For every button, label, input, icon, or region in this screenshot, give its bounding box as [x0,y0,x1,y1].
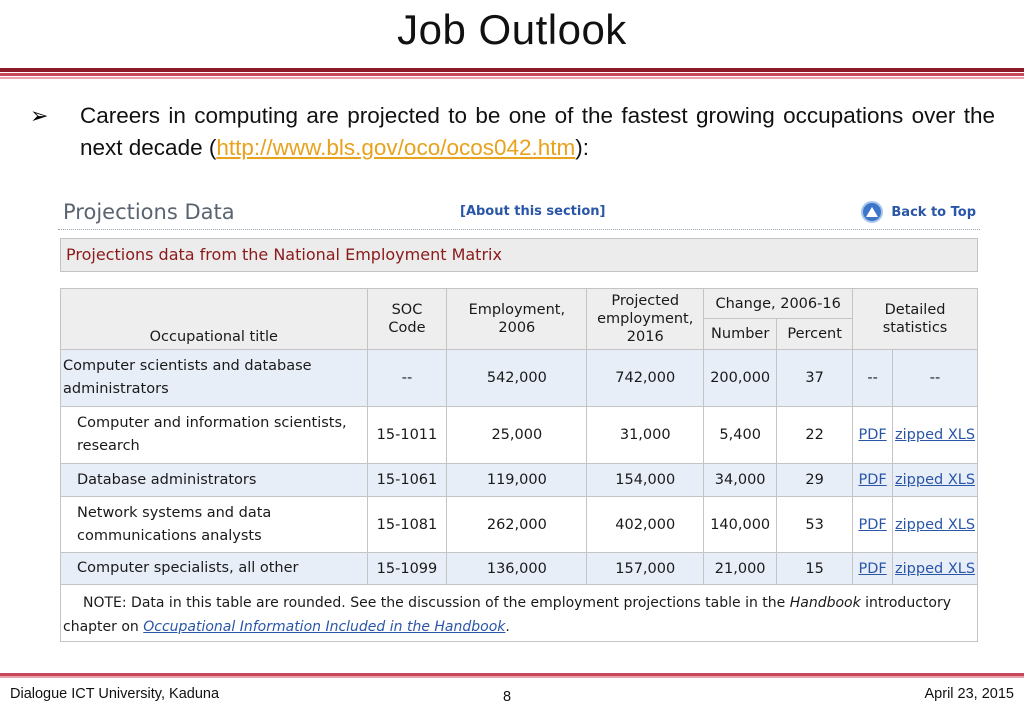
header-projected-line2: employment, [597,311,694,327]
change-number: 5,400 [704,407,777,464]
table-row [61,553,978,585]
change-percent: 29 [777,464,853,497]
soc-code: 15-1061 [367,464,447,497]
employment-2006: 25,000 [447,407,587,464]
header-projected [587,289,704,350]
pdf-link-cell [853,553,893,585]
occupation-title: Database administrators [61,464,368,497]
table-header-row [61,289,978,319]
occupation-title-line1: Computer scientists and database [63,358,312,374]
change-percent: 37 [777,350,853,407]
page-number: 8 [503,689,512,705]
pdf-link[interactable]: PDF [858,560,887,577]
change-percent: 15 [777,553,853,585]
change-number: 21,000 [704,553,777,585]
header-percent: Percent [777,319,853,350]
projected-2016: 154,000 [587,464,704,497]
header-projected-line3: 2016 [626,329,664,345]
header-employment-line2: 2006 [498,320,536,336]
projections-screenshot [58,192,980,638]
soc-code: 15-1099 [367,553,447,585]
table-note-row [61,585,978,642]
arrow-bullet-icon: ➢ [30,103,49,128]
back-to-top-button[interactable] [861,201,976,223]
header-detailed-statistics [853,289,978,350]
bullet-text [80,100,995,164]
matrix-title-bar [60,238,978,272]
occupation-title-line1: Network systems and data [77,504,272,521]
arrow-up-icon [861,201,883,223]
projected-2016: 742,000 [587,350,704,407]
note-text-suffix: . [505,619,510,635]
footer-divider-light [0,676,1024,678]
projected-2016: 402,000 [587,497,704,553]
employment-2006: 119,000 [447,464,587,497]
footer-organization: Dialogue ICT University, Kaduna [10,686,220,702]
section-title: Projections Data [63,200,235,224]
projections-table [60,288,978,642]
header-projected-line1: Projected [611,293,680,309]
footer-date: April 23, 2015 [924,686,1014,702]
change-number: 34,000 [704,464,777,497]
projected-2016: 157,000 [587,553,704,585]
soc-code: 15-1011 [367,407,447,464]
matrix-title: Projections data from the National Employment Matrix [66,245,502,264]
occupation-title-line1: Computer and information scientists, [77,415,347,431]
header-number: Number [704,319,777,350]
zipped-xls-link[interactable]: zipped XLS [895,427,976,443]
header-soc-line1: SOC [391,302,423,318]
header-employment-line1: Employment, [468,302,566,318]
title-divider-light [0,77,1024,79]
pdf-link[interactable]: PDF [858,427,887,443]
slide-title: Job Outlook [397,6,627,53]
table-row [61,497,978,553]
xls-link-cell [893,553,978,585]
pdf-link[interactable]: PDF [858,516,887,533]
pdf-link-cell [853,497,893,553]
about-section-link[interactable]: [About this section] [460,204,606,219]
note-handbook: Handbook [789,595,861,611]
bullet-text-end: ): [575,135,590,160]
title-divider-mid [0,73,1024,76]
occupation-title: Computer specialists, all other [61,553,368,585]
header-soc-code [367,289,447,350]
note-text-prefix: NOTE: Data in this table are rounded. See the discussion of the employment projections table in the [83,595,790,611]
occupation-title [61,407,368,464]
bullet-text-start: Careers in computing are projected to be one of the fastest growing occupations over the next decade ( [80,103,995,160]
table-note [61,585,978,642]
soc-code: 15-1081 [367,497,447,553]
change-percent: 22 [777,407,853,464]
projections-header [58,192,980,230]
pdf-link-cell [853,407,893,464]
pdf-cell: -- [853,350,893,407]
header-detailed-line1: Detailed [884,302,946,318]
handbook-info-link[interactable]: Occupational Information Included in the Handbook [143,619,506,635]
employment-2006: 262,000 [447,497,587,553]
header-change-group: Change, 2006-16 [704,289,853,319]
xls-cell: -- [893,350,978,407]
occupation-title [61,350,368,407]
header-occupational-title: Occupational title [61,289,368,350]
xls-link-cell [893,497,978,553]
projected-2016: 31,000 [587,407,704,464]
title-divider [0,68,1024,72]
header-soc-line2: Code [388,320,426,336]
bullet-item [30,100,995,164]
occupation-title-line2: research [77,438,140,454]
table-row [61,350,978,407]
soc-code: -- [367,350,447,407]
header-employment [447,289,587,350]
pdf-link[interactable]: PDF [858,472,887,488]
back-to-top-label: Back to Top [891,204,976,220]
xls-link-cell [893,464,978,497]
occupation-title [61,497,368,553]
note-text-middle: introductory chapter on [63,595,951,635]
table-row [61,407,978,464]
zipped-xls-link[interactable]: zipped XLS [895,560,976,577]
header-detailed-line2: statistics [882,320,948,336]
table-row [61,464,978,497]
change-number: 140,000 [704,497,777,553]
zipped-xls-link[interactable]: zipped XLS [895,472,976,488]
bls-link[interactable]: http://www.bls.gov/oco/ocos042.htm [216,135,576,160]
zipped-xls-link[interactable]: zipped XLS [895,516,976,533]
change-number: 200,000 [704,350,777,407]
employment-2006: 542,000 [447,350,587,407]
pdf-link-cell [853,464,893,497]
occupation-title-line2: administrators [63,381,169,397]
employment-2006: 136,000 [447,553,587,585]
occupation-title-line2: communications analysts [77,527,262,544]
change-percent: 53 [777,497,853,553]
xls-link-cell [893,407,978,464]
